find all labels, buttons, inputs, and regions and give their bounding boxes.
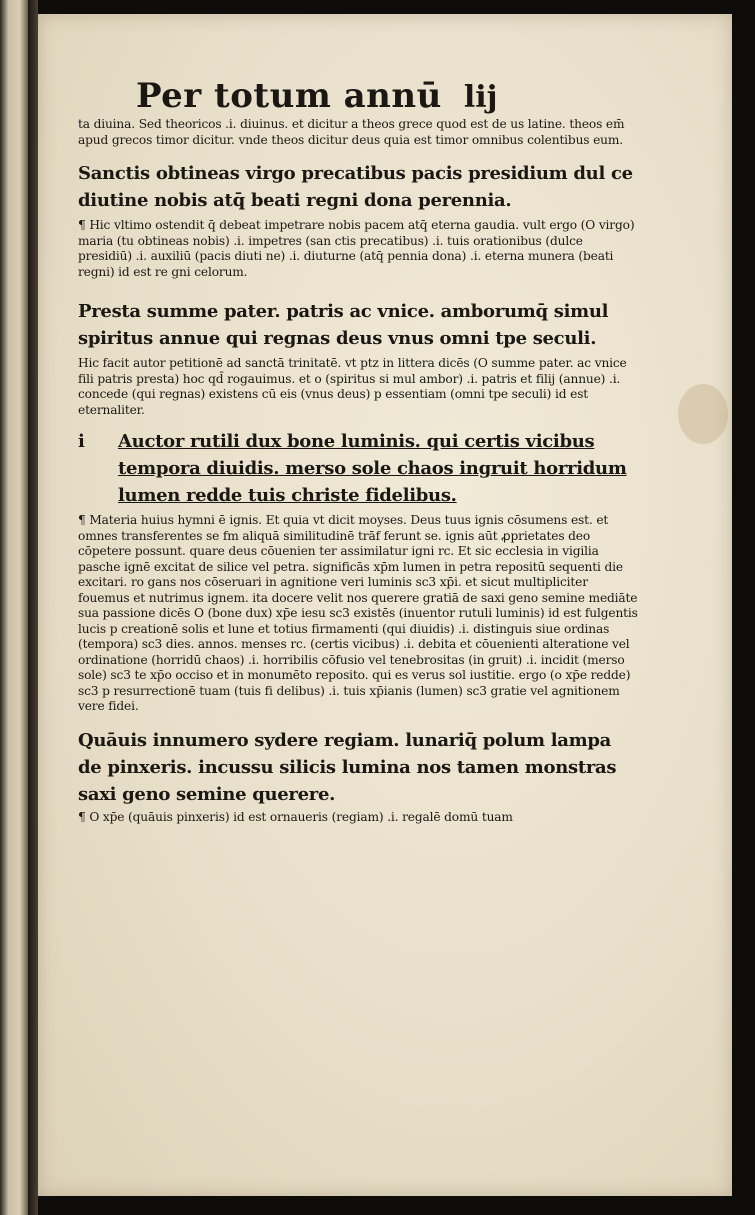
page-content: [78, 78, 638, 825]
hymn-verse: Auctor rutili dux bone luminis. qui certis vicibus tempora diuidis. merso sole chaos ingruit horridum lumen redde tuis christe fidelibus.: [118, 431, 627, 507]
hymn-verse: Presta summe pater. patris ac vnice. amborumq̄ simul spiritus annue qui regnas deus vnus omni tpe seculi.: [78, 301, 609, 350]
paper-stain: [678, 384, 728, 444]
folio-number: lij: [463, 80, 498, 115]
gloss-paragraph: Hic facit autor petitionē ad sanctā trinitatē. vt ptz in littera dicēs (O summe pater. ac vnice fili patris presta) hoc qd̄ rogauimus. et o (spiritus si mul ambor) .i. patris et filij (annue) .i. concede (qui regnas) existens cū eis (vnus deus) p essentiam (omni tpe seculi) id est eternaliter.: [78, 356, 627, 417]
gloss-paragraph: ¶ Hic vltimo ostendit q̄ debeat impetrare nobis pacem atq̄ eterna gaudia. vult ergo (O virgo) maria (tu obtineas nobis) .i. impetres (san ctis precatibus) .i. tuis orationibus (dulce presidiū) .i. auxiliū (pacis diuti ne) .i. diuturne (atq̄ pennia dona) .i. eterna munera (beati regni) id est re gni celorum.: [78, 218, 635, 279]
binding-gutter: [28, 0, 38, 1215]
previous-page-edge: [0, 0, 28, 1215]
gloss-paragraph: ta diuina. Sed theoricos .i. diuinus. et dicitur a theos grece quod est de us latine. theos em̄ apud grecos timor dicitur. vnde theos dicitur deus quia est timor omnibus colentibus eum.: [78, 117, 625, 147]
gloss-paragraph: ¶ O xp̄e (quāuis pinxeris) id est ornaueris (regiam) .i. regalē domū tuam: [78, 809, 513, 824]
hymn-verse: Quāuis innumero sydere regiam. lunariq̄ polum lampa de pinxeris. incussu silicis lumina nos tamen monstras saxi geno semine querere.: [78, 729, 617, 805]
marginal-letter: i: [78, 431, 85, 453]
hymn-verse-marked: [78, 428, 638, 509]
gloss-paragraph: ¶ Materia huius hymni ē ignis. Et quia vt dicit moyses. Deus tuus ignis cōsumens est. et omnes transferentes se fm aliquā similitudinē trāf ferunt se. ignis aūt ꝓprietates deo cōpetere possunt. quare deus cōuenien ter assimilatur igni rc. Et sic ecclesia in vigilia pasche ignē excitat de silice vel petra. significās xp̄m lumen in petra repositū sequenti die excitari. ro gans nos cōseruari in agnitione veri luminis sc3 xp̄i. et sicut multipliciter fouemus et nutrimus ignem. ita docere velit nos querere gratiā de saxi geno semine mediāte sua passione dicēs O (bone dux) xp̄e iesu sc3 existēs (inuentor rutuli luminis) id est fulgentis lucis p creationē solis et lune et totius firmamenti (qui diuidis) .i. distinguis siue ordinas (tempora) sc3 dies. annos. menses rc. (certis vicibus) .i. debita et cōuenienti alteratione vel ordinatione (horridū chaos) .i. horribilis cōfusio vel tenebrositas (in gruit) .i. incidit (merso sole) sc3 te xp̄o occiso et in monumēto reposito. qui es verus sol iustitie. ergo (o xp̄e redde) sc3 p resurrectionē tuam (tuis fi delibus) .i. tuis xp̄ianis (lumen) sc3 gratie vel agnitionem vere fidei.: [78, 513, 638, 714]
running-header: [136, 78, 638, 115]
hymn-verse: Sanctis obtineas virgo precatibus pacis presidium dul ce diutine nobis atq̄ beati regni dona perennia.: [78, 163, 633, 212]
header-title: Per totum annū: [136, 76, 442, 116]
